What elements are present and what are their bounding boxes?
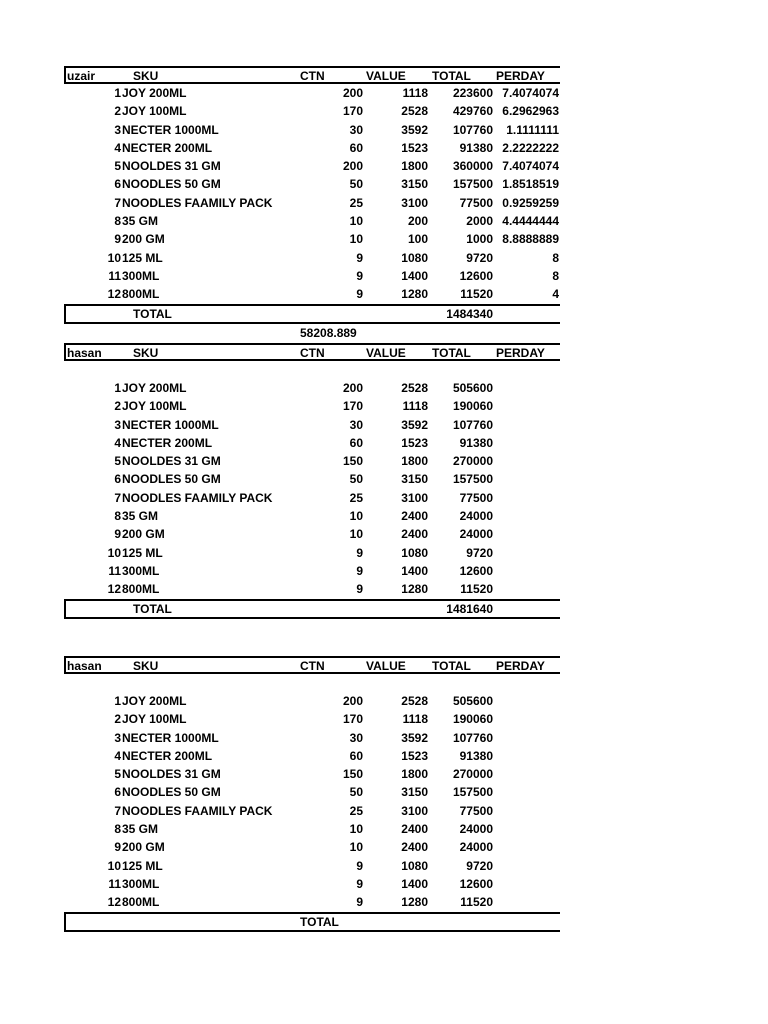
row-value: 3100 xyxy=(401,490,428,505)
row-ctn: 9 xyxy=(356,858,363,873)
table-row xyxy=(64,857,560,875)
row-total: 429760 xyxy=(452,104,493,119)
row-total: 505600 xyxy=(452,381,493,395)
table-row xyxy=(64,692,560,710)
total-row xyxy=(64,599,560,619)
table-row xyxy=(64,838,560,856)
table-row xyxy=(64,893,560,911)
row-sku: NECTER 200ML xyxy=(122,435,213,450)
table-row xyxy=(64,194,560,212)
row-total: 77500 xyxy=(459,490,493,505)
row-value: 1280 xyxy=(401,287,428,302)
row-ctn: 30 xyxy=(349,417,363,432)
table-row xyxy=(64,875,560,893)
row-total: 107760 xyxy=(452,122,493,137)
row-total: 2000 xyxy=(466,214,493,229)
row-sku: JOY 200ML xyxy=(122,381,187,395)
row-number: 3 xyxy=(114,730,121,745)
row-value: 2400 xyxy=(401,527,428,542)
row-value: 1118 xyxy=(402,399,428,414)
row-sku: NECTER 200ML xyxy=(122,140,213,155)
table-row xyxy=(64,267,560,285)
row-value: 100 xyxy=(407,232,428,247)
table-row xyxy=(64,84,560,102)
row-number: 2 xyxy=(114,712,121,727)
row-ctn: 9 xyxy=(356,876,363,891)
table-row xyxy=(64,783,560,801)
row-sku: NOODLES 50 GM xyxy=(122,177,221,192)
row-perday: 8 xyxy=(552,250,559,265)
row-sku: NOODLES FAAMILY PACK xyxy=(122,490,273,505)
row-sku: 35 GM xyxy=(122,509,159,524)
row-number: 7 xyxy=(114,803,121,818)
table-row xyxy=(64,580,560,598)
row-sku: 300ML xyxy=(122,876,160,891)
row-value: 1280 xyxy=(401,895,428,910)
table-row xyxy=(64,285,560,303)
row-number: 6 xyxy=(114,472,121,487)
row-total: 9720 xyxy=(466,250,493,265)
row-total: 91380 xyxy=(459,435,493,450)
col-header-perday: PERDAY xyxy=(496,659,545,673)
section-uzair xyxy=(64,66,560,324)
row-sku: 125 ML xyxy=(122,250,163,265)
row-total: 11520 xyxy=(460,895,493,910)
row-sku: 200 GM xyxy=(122,527,165,542)
row-sku: 35 GM xyxy=(122,822,159,837)
row-number: 5 xyxy=(114,454,121,469)
row-sku: NOODLES 50 GM xyxy=(122,472,221,487)
col-header-ctn: CTN xyxy=(300,346,325,360)
row-ctn: 170 xyxy=(342,399,363,414)
row-number: 1 xyxy=(114,86,121,100)
col-header-total: TOTAL xyxy=(432,69,471,83)
row-number: 9 xyxy=(114,840,121,855)
header-row xyxy=(64,656,560,674)
row-number: 10 xyxy=(107,250,121,265)
row-ctn: 200 xyxy=(342,159,363,174)
row-ctn: 200 xyxy=(342,86,363,100)
row-number: 8 xyxy=(114,822,121,837)
row-sku: NOODLES FAAMILY PACK xyxy=(122,195,273,210)
row-value: 1800 xyxy=(401,767,428,782)
row-number: 5 xyxy=(114,767,121,782)
row-sku: NOOLDES 31 GM xyxy=(122,767,221,782)
row-ctn: 50 xyxy=(349,472,363,487)
col-header-value: VALUE xyxy=(366,346,406,360)
row-total: 360000 xyxy=(452,159,493,174)
row-sku: JOY 100ML xyxy=(122,712,187,727)
row-number: 8 xyxy=(114,214,121,229)
row-number: 3 xyxy=(114,122,121,137)
row-ctn: 170 xyxy=(342,712,363,727)
col-header-perday: PERDAY xyxy=(496,346,545,360)
row-value: 3100 xyxy=(401,803,428,818)
row-ctn: 10 xyxy=(349,840,363,855)
row-value: 3100 xyxy=(401,195,428,210)
row-sku: 200 GM xyxy=(122,232,165,247)
row-ctn: 60 xyxy=(349,748,363,763)
row-ctn: 9 xyxy=(356,582,363,597)
row-ctn: 9 xyxy=(356,895,363,910)
row-total: 24000 xyxy=(459,527,493,542)
table-row xyxy=(64,802,560,820)
row-total: 24000 xyxy=(459,840,493,855)
table-row xyxy=(64,379,560,397)
row-perday: 0.9259259 xyxy=(502,195,559,210)
col-header-value: VALUE xyxy=(366,69,406,83)
row-number: 6 xyxy=(114,177,121,192)
row-ctn: 10 xyxy=(349,214,363,229)
col-header-total: TOTAL xyxy=(432,659,471,673)
row-ctn: 9 xyxy=(356,545,363,560)
row-sku: NECTER 1000ML xyxy=(122,122,219,137)
row-value: 1280 xyxy=(401,582,428,597)
row-total: 270000 xyxy=(452,767,493,782)
table-row xyxy=(64,397,560,415)
total-label: TOTAL xyxy=(133,601,172,616)
table-row xyxy=(64,489,560,507)
row-number: 2 xyxy=(114,399,121,414)
row-perday: 7.4074074 xyxy=(502,86,559,100)
row-ctn: 200 xyxy=(342,381,363,395)
row-perday: 6.2962963 xyxy=(502,104,559,119)
col-header-total: TOTAL xyxy=(432,346,471,360)
table-row xyxy=(64,710,560,728)
row-total: 1000 xyxy=(466,232,493,247)
row-number: 12 xyxy=(107,895,121,910)
table-row xyxy=(64,416,560,434)
row-value: 1800 xyxy=(401,159,428,174)
row-total: 24000 xyxy=(459,822,493,837)
row-number: 7 xyxy=(114,490,121,505)
row-number: 12 xyxy=(107,582,121,597)
row-number: 4 xyxy=(114,140,121,155)
row-ctn: 9 xyxy=(356,287,363,302)
col-header-sku: SKU xyxy=(133,659,159,673)
table-row xyxy=(64,121,560,139)
row-number: 2 xyxy=(114,104,121,119)
table-row xyxy=(64,175,560,193)
table-row xyxy=(64,507,560,525)
row-value: 2528 xyxy=(401,694,428,708)
row-total: 24000 xyxy=(459,509,493,524)
row-number: 7 xyxy=(114,195,121,210)
row-ctn: 10 xyxy=(349,232,363,247)
row-total: 12600 xyxy=(459,268,493,283)
rep-name: uzair xyxy=(67,69,96,83)
row-total: 11520 xyxy=(460,582,493,597)
row-sku: JOY 100ML xyxy=(122,104,187,119)
row-sku: 800ML xyxy=(122,895,160,910)
row-perday: 4.4444444 xyxy=(502,214,559,229)
row-total: 157500 xyxy=(452,472,493,487)
row-value: 1080 xyxy=(401,858,428,873)
row-total: 9720 xyxy=(466,545,493,560)
row-number: 3 xyxy=(114,417,121,432)
table-row xyxy=(64,102,560,120)
row-value: 2528 xyxy=(401,381,428,395)
row-value: 2528 xyxy=(401,104,428,119)
row-ctn: 10 xyxy=(349,509,363,524)
table-row xyxy=(64,729,560,747)
row-value: 1800 xyxy=(401,454,428,469)
col-header-sku: SKU xyxy=(133,346,159,360)
table-row xyxy=(64,157,560,175)
row-ctn: 200 xyxy=(342,694,363,708)
total-label: TOTAL xyxy=(133,306,172,321)
row-total: 91380 xyxy=(459,140,493,155)
total-row xyxy=(64,304,560,324)
row-total: 190060 xyxy=(452,399,493,414)
row-value: 1523 xyxy=(401,435,428,450)
row-number: 1 xyxy=(114,381,121,395)
summary-value: 58208.889 xyxy=(300,326,357,340)
row-perday: 1.8518519 xyxy=(502,177,559,192)
row-total: 505600 xyxy=(452,694,493,708)
table-row xyxy=(64,249,560,267)
row-sku: NOODLES 50 GM xyxy=(122,785,221,800)
header-row xyxy=(64,66,560,84)
rep-name: hasan xyxy=(67,659,102,673)
row-total: 12600 xyxy=(459,876,493,891)
row-ctn: 150 xyxy=(342,454,363,469)
row-sku: 125 ML xyxy=(122,858,163,873)
row-number: 5 xyxy=(114,159,121,174)
row-perday: 2.2222222 xyxy=(502,140,559,155)
row-value: 2400 xyxy=(401,840,428,855)
row-value: 200 xyxy=(407,214,428,229)
row-value: 3150 xyxy=(401,177,428,192)
row-total: 157500 xyxy=(452,785,493,800)
header-row xyxy=(64,343,560,361)
table-row xyxy=(64,820,560,838)
total-label: TOTAL xyxy=(300,914,339,929)
row-total: 107760 xyxy=(452,417,493,432)
row-number: 9 xyxy=(114,232,121,247)
row-sku: 300ML xyxy=(122,563,160,578)
row-ctn: 9 xyxy=(356,268,363,283)
row-value: 1080 xyxy=(401,545,428,560)
row-value: 1118 xyxy=(402,86,428,100)
table-row xyxy=(64,562,560,580)
row-number: 4 xyxy=(114,435,121,450)
row-number: 9 xyxy=(114,527,121,542)
row-number: 10 xyxy=(107,545,121,560)
row-value: 1400 xyxy=(401,876,428,891)
row-value: 3592 xyxy=(401,417,428,432)
row-number: 10 xyxy=(107,858,121,873)
row-total: 77500 xyxy=(459,195,493,210)
row-total: 77500 xyxy=(459,803,493,818)
row-value: 1523 xyxy=(401,140,428,155)
blank-row xyxy=(64,361,560,379)
table-row xyxy=(64,212,560,230)
row-ctn: 60 xyxy=(349,140,363,155)
row-total: 270000 xyxy=(452,454,493,469)
row-ctn: 30 xyxy=(349,122,363,137)
section-hasan xyxy=(64,343,560,619)
total-row xyxy=(64,912,560,932)
row-ctn: 60 xyxy=(349,435,363,450)
row-total: 223600 xyxy=(452,86,493,100)
row-ctn: 25 xyxy=(349,490,363,505)
row-sku: 200 GM xyxy=(122,840,165,855)
row-number: 11 xyxy=(108,876,121,891)
row-total: 157500 xyxy=(452,177,493,192)
rep-name: hasan xyxy=(67,346,102,360)
table-row xyxy=(64,747,560,765)
col-header-ctn: CTN xyxy=(300,659,325,673)
row-ctn: 25 xyxy=(349,803,363,818)
row-sku: 800ML xyxy=(122,287,160,302)
row-total: 91380 xyxy=(459,748,493,763)
blank-row xyxy=(64,674,560,692)
row-number: 12 xyxy=(107,287,121,302)
row-sku: 300ML xyxy=(122,268,160,283)
table-row xyxy=(64,139,560,157)
row-ctn: 9 xyxy=(356,250,363,265)
section-hasan-copy xyxy=(64,656,560,932)
table-row xyxy=(64,470,560,488)
row-value: 3150 xyxy=(401,785,428,800)
row-value: 1080 xyxy=(401,250,428,265)
row-perday: 8 xyxy=(552,268,559,283)
row-total: 190060 xyxy=(452,712,493,727)
row-sku: NOODLES FAAMILY PACK xyxy=(122,803,273,818)
table-row xyxy=(64,452,560,470)
row-ctn: 30 xyxy=(349,730,363,745)
row-number: 1 xyxy=(114,694,121,708)
row-ctn: 9 xyxy=(356,563,363,578)
col-header-perday: PERDAY xyxy=(496,69,545,83)
col-header-ctn: CTN xyxy=(300,69,325,83)
table-row xyxy=(64,525,560,543)
row-value: 2400 xyxy=(401,822,428,837)
row-number: 6 xyxy=(114,785,121,800)
row-value: 1400 xyxy=(401,268,428,283)
row-ctn: 10 xyxy=(349,822,363,837)
row-value: 1523 xyxy=(401,748,428,763)
row-total: 11520 xyxy=(460,287,493,302)
row-sku: NECTER 200ML xyxy=(122,748,213,763)
row-value: 1400 xyxy=(401,563,428,578)
total-value: 1481640 xyxy=(446,601,493,616)
row-total: 9720 xyxy=(466,858,493,873)
row-total: 107760 xyxy=(452,730,493,745)
row-sku: NECTER 1000ML xyxy=(122,417,219,432)
row-sku: NOOLDES 31 GM xyxy=(122,454,221,469)
row-perday: 1.1111111 xyxy=(506,122,559,137)
row-value: 3592 xyxy=(401,730,428,745)
row-sku: 800ML xyxy=(122,582,160,597)
row-value: 3150 xyxy=(401,472,428,487)
row-number: 4 xyxy=(114,748,121,763)
row-sku: 125 ML xyxy=(122,545,163,560)
row-sku: NOOLDES 31 GM xyxy=(122,159,221,174)
col-header-value: VALUE xyxy=(366,659,406,673)
table-row xyxy=(64,765,560,783)
row-value: 1118 xyxy=(402,712,428,727)
row-total: 12600 xyxy=(459,563,493,578)
row-ctn: 150 xyxy=(342,767,363,782)
table-row xyxy=(64,434,560,452)
row-perday: 4 xyxy=(552,287,559,302)
table-row xyxy=(64,230,560,248)
row-perday: 8.8888889 xyxy=(502,232,559,247)
row-ctn: 25 xyxy=(349,195,363,210)
row-number: 11 xyxy=(108,563,121,578)
row-value: 3592 xyxy=(401,122,428,137)
row-value: 2400 xyxy=(401,509,428,524)
row-perday: 7.4074074 xyxy=(502,159,559,174)
row-number: 11 xyxy=(108,268,121,283)
row-ctn: 50 xyxy=(349,785,363,800)
row-ctn: 10 xyxy=(349,527,363,542)
row-ctn: 50 xyxy=(349,177,363,192)
row-sku: JOY 200ML xyxy=(122,694,187,708)
row-ctn: 170 xyxy=(342,104,363,119)
row-sku: JOY 100ML xyxy=(122,399,187,414)
col-header-sku: SKU xyxy=(133,69,159,83)
row-sku: 35 GM xyxy=(122,214,159,229)
row-sku: JOY 200ML xyxy=(122,86,187,100)
total-value: 1484340 xyxy=(446,306,493,321)
row-sku: NECTER 1000ML xyxy=(122,730,219,745)
row-number: 8 xyxy=(114,509,121,524)
table-row xyxy=(64,544,560,562)
